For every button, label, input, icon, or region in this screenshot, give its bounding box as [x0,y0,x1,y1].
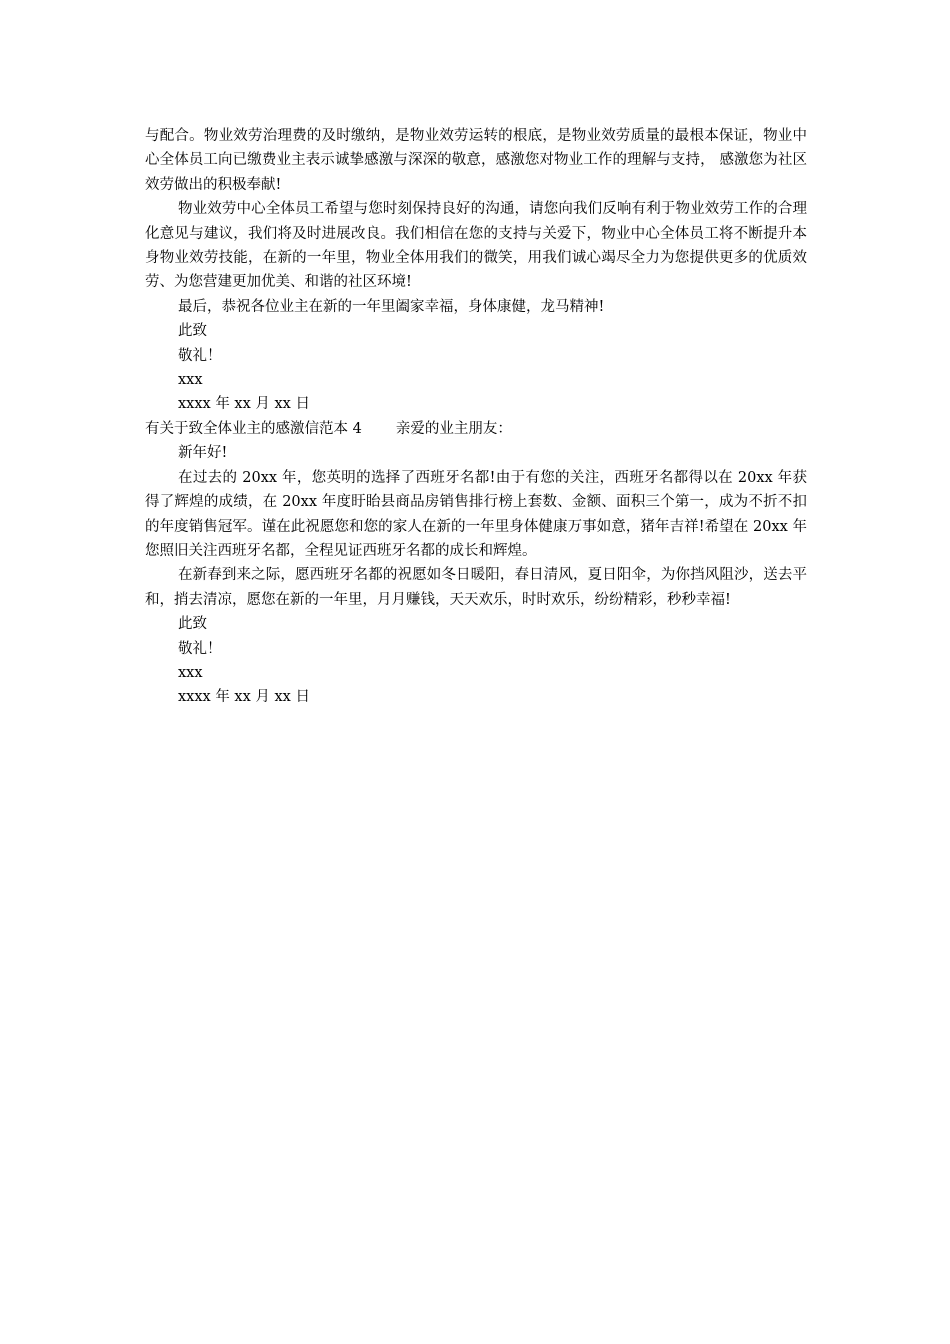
date-line: xxxx 年 xx 月 xx 日 [178,396,310,413]
letter-title: 有关于致全体业主的感激信范本 4 [145,420,362,437]
paragraph-new-year-wishes: 在新春到来之际，愿西班牙名都的祝愿如冬日暖阳，春日清风，夏日阳伞，为你挡风阻沙，送去平和，捎去清凉，愿您在新的一年里，月月赚钱，天天欢乐，时时欢乐，纷纷精彩，秒秒幸福! [145,567,807,608]
letter-salutation: 亲爱的业主朋友： [395,420,512,437]
greeting-line: 新年好! [178,445,228,462]
closing-line-1: 此致 [178,616,207,633]
paragraph-feedback: 物业效劳中心全体员工希望与您时刻保持良好的沟通，请您向我们反响有利于物业效劳工作的合理化意见与建议，我们将及时进展改良。我们相信在您的支持与关爱下，物业中心全体员工将不断提升本身物业效劳技能，在新的一年里，物业全体用我们的微笑，用我们诚心竭尽全力为您提供更多的优质效劳、为您营建更加优美、和谐的社区环境! [145,201,807,291]
document-page [145,124,807,710]
signature: xxx [178,372,203,389]
closing-line-2: 敬礼！ [178,640,222,657]
closing-line-2: 敬礼！ [178,347,222,364]
paragraph-wishes: 最后，恭祝各位业主在新的一年里阖家幸福，身体康健，龙马精神! [178,298,605,315]
paragraph-past-year: 在过去的 20xx 年，您英明的选择了西班牙名都!由于有您的关注，西班牙名都得以在 20xx 年获得了辉煌的成绩，在 20xx 年度盱眙县商品房销售排行榜上套数、金额、面积三个第一，成为不折不扣的年度销售冠军。谨在此祝愿您和您的家人在新的一年里身体健康万事如意，猪年吉祥!希望在 20xx 年您照旧关注西班牙名都，全程见证西班牙名都的成长和辉煌。 [145,469,807,559]
letter-heading [145,417,807,441]
signature: xxx [178,664,203,681]
paragraph-continued: 与配合。物业效劳治理费的及时缴纳，是物业效劳运转的根底，是物业效劳质量的最根本保证，物业中心全体员工向已缴费业主表示诚挚感激与深深的敬意，感激您对物业工作的理解与支持， 感激您为社区效劳做出的积极奉献! [145,128,807,193]
closing-line-1: 此致 [178,323,207,340]
date-line: xxxx 年 xx 月 xx 日 [178,689,310,706]
